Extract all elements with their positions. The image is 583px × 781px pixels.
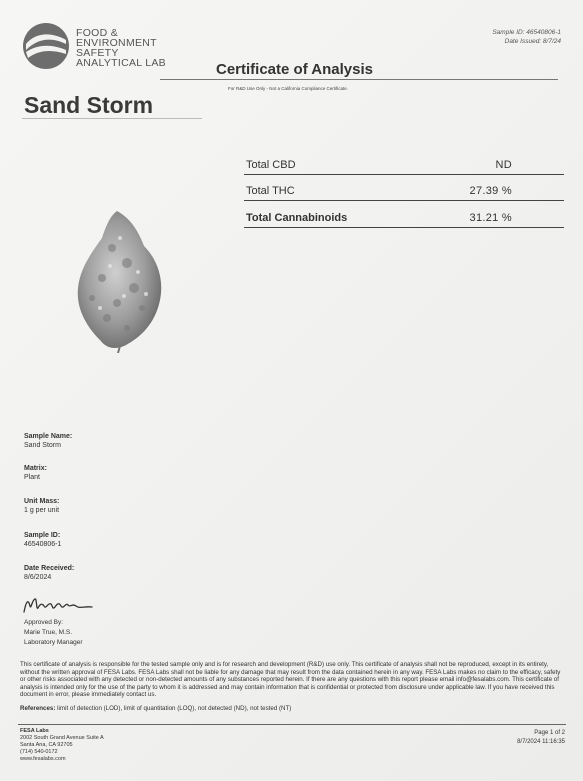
- total-label: Total CBD: [246, 159, 296, 171]
- date-issued-line: Date Issued: 8/7/24: [504, 38, 561, 45]
- total-value: 27.39 %: [469, 185, 512, 197]
- footer-divider: [18, 724, 566, 725]
- title-divider: [160, 79, 558, 80]
- total-thc-row: [244, 178, 564, 201]
- field-label: Sample ID:: [24, 532, 61, 539]
- approved-by-label: Approved By:: [24, 619, 64, 626]
- lab-name-line: ENVIRONMENT: [76, 37, 157, 49]
- matrix-block: [24, 464, 47, 482]
- sample-id-line: Sample ID: 46540806-1: [492, 29, 561, 36]
- references-label: References:: [20, 705, 56, 712]
- total-value: 31.21 %: [469, 212, 512, 224]
- approver-name: Marie True, M.S.: [24, 629, 73, 636]
- references-text: limit of detection (LOD), limit of quantitation (LOQ), not detected (ND), not tested (NT): [57, 705, 292, 712]
- footer-address-line: Santa Ana, CA 92705: [20, 742, 73, 748]
- product-name-divider: [22, 118, 202, 119]
- references: [20, 705, 291, 712]
- lab-name-line: ANALYTICAL LAB: [76, 57, 166, 69]
- approval-block: [24, 618, 83, 648]
- total-value: ND: [495, 159, 512, 171]
- footer-phone: (714) 540-0172: [20, 749, 58, 755]
- footer-company: FESA Labs: [20, 728, 49, 734]
- approver-role: Laboratory Manager: [24, 639, 83, 646]
- total-label: Total THC: [246, 185, 295, 197]
- lab-name: [76, 28, 166, 68]
- print-timestamp: 8/7/2024 11:16:35: [517, 739, 565, 745]
- total-cbd-row: [244, 152, 564, 175]
- unit-mass-block: [24, 497, 59, 515]
- sample-meta: [492, 28, 561, 46]
- lab-name-line: FOOD &: [76, 27, 119, 39]
- field-value: 8/6/2024: [24, 574, 52, 581]
- field-value: Plant: [24, 474, 40, 481]
- footer-address-line: 2002 South Grand Avenue Suite A: [20, 735, 104, 741]
- field-label: Date Received:: [24, 565, 75, 572]
- footer-address: [20, 728, 104, 763]
- footer-page-info: [517, 729, 565, 747]
- sample-id-block: [24, 531, 61, 549]
- document-subtitle: For R&D Use Only - Not a California Compliance Certificate.: [228, 86, 349, 91]
- total-label: Total Cannabinoids: [246, 212, 348, 224]
- field-value: 1 g per unit: [24, 507, 60, 514]
- total-cannabinoids-row: [244, 205, 564, 228]
- page-number: Page 1 of 2: [534, 730, 565, 736]
- footer-website: www.fesalabs.com: [20, 756, 66, 762]
- field-value: Sand Storm: [24, 442, 61, 449]
- field-value: 46540806-1: [24, 541, 62, 548]
- field-label: Unit Mass:: [24, 498, 60, 505]
- signature-image: [22, 594, 94, 616]
- sample-name-block: [24, 432, 72, 450]
- document-title: Certificate of Analysis: [216, 61, 373, 78]
- product-name: Sand Storm: [24, 92, 154, 118]
- field-label: Matrix:: [24, 465, 47, 472]
- lab-name-line: SAFETY: [76, 47, 119, 59]
- fesa-logo-icon: [22, 22, 70, 70]
- disclaimer-text: This certificate of analysis is responsible for the tested sample only and is for research and development (R&D) use only. This certificate of analysis shall not be reproduced, except in its entirety, without the written approval of FESA Labs. FESA Labs shall not be liable for any damage that may result from the data contained herein in any way. FESA Labs makes no claim to the efficacy, safety or other risks associated with any detected or non-detected amounts of any substances reported herein. If there are any questions with this report please email info@fesalabs.com. This certificate of analysis is intended only for the use of the party to whom it is addressed and may contain information that is confidential or protected from disclosure under applicable law. If you have received this document in error, please immediately contact us.: [20, 661, 561, 699]
- date-received-block: [24, 564, 74, 582]
- field-label: Sample Name:: [24, 433, 73, 440]
- product-photo: [72, 208, 172, 353]
